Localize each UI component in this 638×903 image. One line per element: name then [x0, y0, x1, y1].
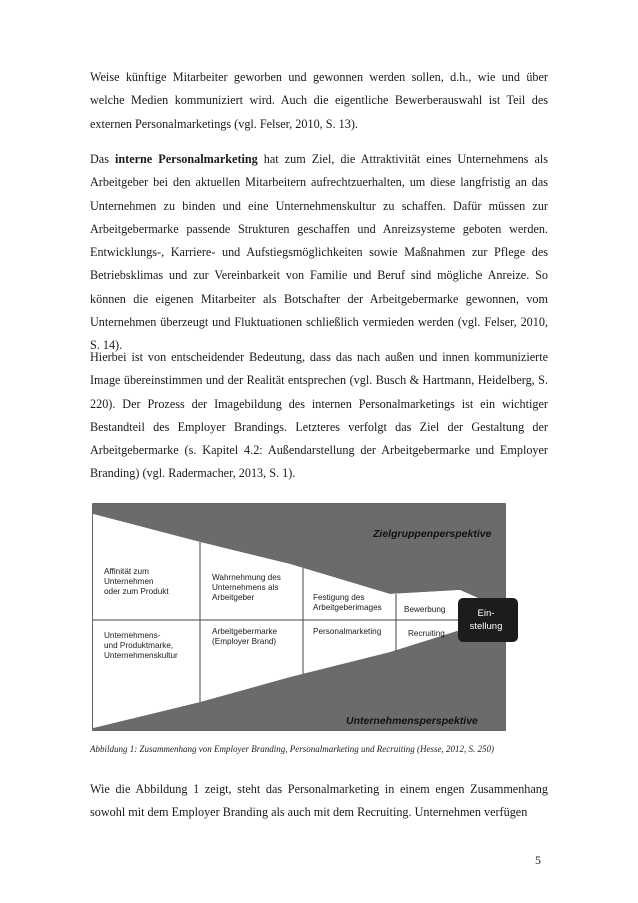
figure-caption: Abbildung 1: Zusammenhang von Employer Branding, Personalmarketing und Recruiting (Hesse, 2012, S. 250) — [90, 744, 494, 754]
brand-label-3: Unternehmenskultur — [104, 651, 178, 660]
perception-label-1: Wahrnehmung des — [212, 573, 281, 582]
hiring-label-2: stellung — [469, 621, 503, 632]
paragraph-internal-marketing — [90, 148, 548, 358]
figure-employer-branding-diagram — [90, 502, 540, 738]
hiring-label-1: Ein- — [477, 608, 495, 619]
brand-label-1: Unternehmens- — [104, 631, 161, 640]
consolidation-label-1: Festigung des — [313, 593, 365, 602]
paragraph-figure-discussion: Wie die Abbildung 1 zeigt, steht das Personalmarketing in einem engen Zusammenhang sowohl mit dem Employer Branding als auch mit dem Recruiting. Unternehmen verfügen — [90, 782, 548, 820]
paragraph-external-marketing: Weise künftige Mitarbeiter geworben und gewonnen werden sollen, d.h., wie und über welche Medien kommuniziert wird. Auch die eigentliche Bewerberauswahl ist Teil des externen Personalmarketings (vgl. Felser, 2010, S. 13). — [90, 70, 548, 131]
paragraph-internal-marketing-body: hat zum Ziel, die Attraktivität eines Unternehmens als Arbeitgeber bei den aktuellen Mitarbeitern aufrechtzuerhalten, um diese langfristig an das Unternehmen zu binden und eine Unternehmenskultur zu schaffen. Dafür müssen zur Arbeitgebermarke passende Strukturen geschaffen und Anreizsysteme geboten werden. Entwicklungs-, Karriere- und Aufstiegsmöglichkeiten sowie Maßnahmen zur Pflege des Betriebsklimas und zur Vereinbarkeit von Familie und Beruf sind mögliche Anreize. So können die eigenen Mitarbeiter als Botschafter der Arbeitgebermarke gewonnen, vom Unternehmen überzeugt und Fluktuationen schließlich vermieden werden (vgl. Felser, 2010, S. 14). — [90, 152, 548, 353]
brand-label-2: und Produktmarke, — [104, 641, 174, 650]
term-internal-marketing: interne Personalmarketing — [114, 152, 258, 166]
paragraph-image-formation: Hierbei ist von entscheidender Bedeutung, dass das nach außen und innen kommunizierte Image übereinstimmen und der Realität entsprechen (vgl. Busch & Hartmann, Heidelberg, S. 220). Der Prozess der Imagebildung des internen Personalmarketings ist ein wichtiger Bestandteil des Employer Brandings. Letzteres verfolgt das Ziel der Gestaltung der Arbeitgebermarke (s. Kapitel 4.2: Außendarstellung der Arbeitgebermarke und Employer Branding) (vgl. Radermacher, 2013, S. 1). — [90, 350, 548, 481]
affinity-label-1: Affinität zum — [104, 567, 149, 576]
page-number: 5 — [535, 853, 541, 867]
hiring-box — [458, 598, 518, 642]
employer-brand-label-2: (Employer Brand) — [212, 637, 277, 646]
perception-label-2: Unternehmens als — [212, 583, 279, 592]
paragraph-internal-marketing-intro: Das — [90, 152, 115, 166]
affinity-label-3: oder zum Produkt — [104, 587, 169, 596]
personnel-marketing-label: Personalmarketing — [313, 627, 382, 636]
target-group-perspective-label: Zielgruppenperspektive — [373, 528, 492, 540]
application-label: Bewerbung — [404, 605, 446, 614]
consolidation-label-2: Arbeitgeberimages — [313, 603, 382, 612]
recruiting-label: Recruiting — [408, 629, 445, 638]
perception-label-3: Arbeitgeber — [212, 593, 255, 602]
affinity-label-2: Unternehmen — [104, 577, 154, 586]
company-perspective-label: Unternehmensperspektive — [346, 715, 478, 727]
employer-brand-label-1: Arbeitgebermarke — [212, 627, 278, 636]
